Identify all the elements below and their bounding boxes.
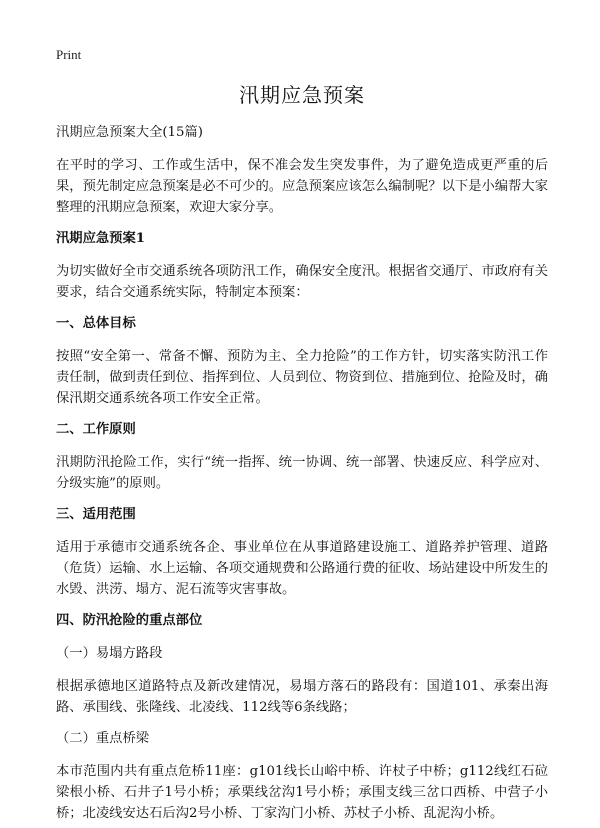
subheading-landslide-roads: （一）易塌方路段 [56, 646, 163, 661]
paragraph-key-bridges: 本市范围内共有重点危桥11座：g101线长山峪中桥、许杖子中桥；g112线红石砬梁根小桥、石井子1号小桥；承栗线岔沟1号小桥；承围支线三岔口西桥、中营子小桥；北凌线安达石后沟2号小桥、丁家沟门小桥、苏杖子小桥、乱泥沟小桥。 [56, 764, 548, 821]
heading-key-locations: 四、防汛抢险的重点部位 [56, 613, 203, 628]
document-title: 汛期应急预案 [239, 83, 365, 107]
print-link[interactable]: Print [56, 47, 82, 62]
document-subtitle: 汛期应急预案大全(15篇) [56, 125, 203, 140]
heading-scope: 三、适用范围 [56, 507, 136, 522]
intro-paragraph: 在平时的学习、工作或生活中，保不准会发生突发事件，为了避免造成更严重的后果，预先制定应急预案是必不可少的。应急预案应该怎么编制呢？以下是小编帮大家整理的汛期应急预案，欢迎大家分享。 [56, 158, 548, 215]
paragraph-landslide-roads: 根据承德地区道路特点及新改建情况，易塌方落石的路段有：国道101、承秦出海路、承围线、张隆线、北凌线、112线等6条线路； [56, 679, 548, 715]
subheading-key-bridges: （二）重点桥梁 [56, 731, 150, 746]
heading-work-principle: 二、工作原则 [56, 422, 136, 437]
section-heading: 汛期应急预案1 [56, 231, 146, 246]
section-paragraph: 为切实做好全市交通系统各项防汛工作，确保安全度汛。根据省交通厅、市政府有关要求，结合交通系统实际，特制定本预案： [56, 264, 548, 300]
heading-overall-goal: 一、总体目标 [56, 316, 136, 331]
paragraph-work-principle: 汛期防汛抢险工作，实行“统一指挥、统一协调、统一部署、快速反应、科学应对、分级实施”的原则。 [56, 455, 548, 491]
paragraph-scope: 适用于承德市交通系统各企、事业单位在从事道路建设施工、道路养护管理、道路（危货）运输、水上运输、各项交通规费和公路通行费的征收、场站建设中所发生的水毁、洪涝、塌方、泥石流等灾害事故。 [56, 540, 548, 597]
paragraph-overall-goal: 按照“安全第一、常备不懈、预防为主、全力抢险”的工作方针，切实落实防汛工作责任制，做到责任到位、指挥到位、人员到位、物资到位、措施到位、抢险及时，确保汛期交通系统各项工作安全正常。 [56, 349, 548, 406]
